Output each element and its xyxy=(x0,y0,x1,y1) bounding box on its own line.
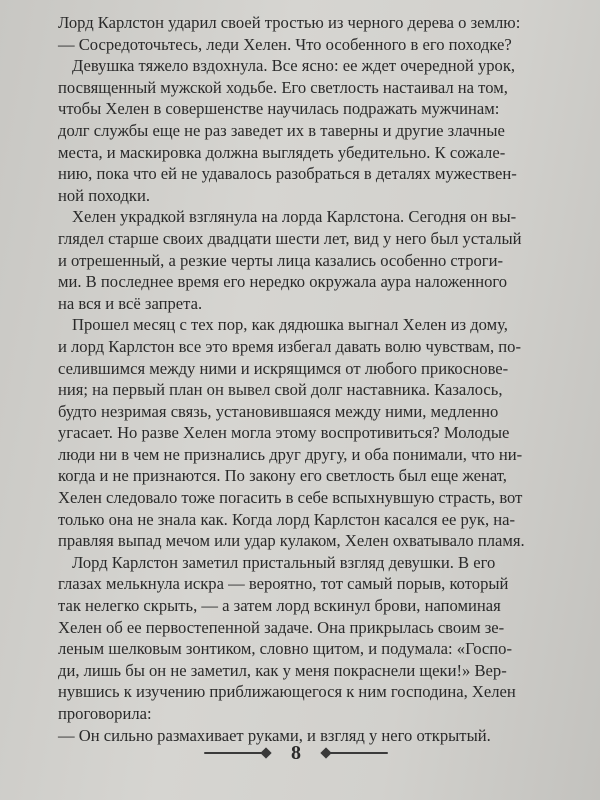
text-line: Прошел месяц с тех пор, как дядюшка выгнал Хелен из дому, xyxy=(72,315,508,335)
text-line: Хелен следовало тоже погасить в себе вспыхнувшую страсть, вот xyxy=(58,488,523,508)
text-line: ми. В последнее время его нередко окружала аура наложенного xyxy=(58,272,508,292)
text-line: когда и не признаются. По закону его светлость был еще женат, xyxy=(58,466,507,486)
text-line: ди, лишь бы он не заметил, как у меня покраснели щеки!» Вер- xyxy=(58,660,507,680)
text-line: селившимся между ними и искрящимся от любого прикоснове- xyxy=(58,358,509,378)
ornament-right-icon xyxy=(326,752,388,754)
page-footer xyxy=(196,740,396,766)
paragraph xyxy=(58,12,584,34)
text-line: нию, пока что ей не удавалось разобраться в деталях мужествен- xyxy=(58,164,517,184)
paragraph xyxy=(58,55,584,206)
text-line: ной походки. xyxy=(58,185,150,205)
text-line: — Сосредоточьтесь, леди Хелен. Что особенного в его походке? xyxy=(58,34,512,54)
text-line: и лорд Карлстон все это время избегал давать волю чувствам, по- xyxy=(58,336,521,356)
text-line: правляя выпад мечом или удар кулаком, Хелен охватывало пламя. xyxy=(58,531,525,551)
body-text xyxy=(58,12,584,746)
text-line: чтобы Хелен в совершенстве научилась подражать мужчинам: xyxy=(58,99,500,119)
text-line: будто незримая связь, установившаяся между ними, медленно xyxy=(58,401,499,421)
text-line: Хелен украдкой взглянула на лорда Карлстона. Сегодня он вы- xyxy=(72,207,517,227)
paragraph xyxy=(58,34,584,56)
text-line: — Он сильно размахивает руками, и взгляд у него открытый. xyxy=(58,725,491,745)
text-line: Девушка тяжело вздохнула. Все ясно: ее ждет очередной урок, xyxy=(72,56,516,76)
paragraph xyxy=(58,206,584,314)
text-line: места, и маскировка должна выглядеть убедительно. К сожале- xyxy=(58,142,506,162)
text-line: леным шелковым зонтиком, словно щитом, и подумала: «Госпо- xyxy=(58,639,512,659)
text-line: долг службы еще не раз заведет их в таверны и другие злачные xyxy=(58,120,505,140)
text-line: Хелен об ее первостепенной задаче. Она прикрылась своим зе- xyxy=(58,617,505,637)
text-line: только она не знала как. Когда лорд Карлстон касался ее рук, на- xyxy=(58,509,516,529)
paragraph xyxy=(58,552,584,725)
text-line: проговорила: xyxy=(58,704,152,723)
text-line: нувшись к изучению приближающегося к ним господина, Хелен xyxy=(58,682,516,702)
text-line: ния; на первый план он вывел свой долг наставника. Казалось, xyxy=(58,380,503,400)
text-line: посвященный мужской ходьбе. Его светлость настаивал на том, xyxy=(58,77,508,97)
text-line: глядел старше своих двадцати шести лет, вид у него был усталый xyxy=(58,228,522,248)
text-line: люди ни в чем не признались друг другу, и оба понимали, что ни- xyxy=(58,444,523,464)
text-line: на вся и всё запрета. xyxy=(58,293,203,313)
text-line: и отрешенный, а резкие черты лица казались особенно строги- xyxy=(58,250,504,270)
text-line: Лорд Карлстон ударил своей тростью из черного дерева о землю: xyxy=(58,13,521,32)
text-line: Лорд Карлстон заметил пристальный взгляд девушки. В его xyxy=(72,552,496,572)
page-number: 8 xyxy=(291,742,301,764)
paragraph xyxy=(58,314,584,552)
text-line: так нелегко скрыть, — а затем лорд вскинул брови, напоминая xyxy=(58,596,501,616)
text-line: угасает. Но разве Хелен могла этому воспротивиться? Молодые xyxy=(58,423,510,443)
text-line: глазах мелькнула искра — вероятно, тот самый порыв, который xyxy=(58,574,509,594)
